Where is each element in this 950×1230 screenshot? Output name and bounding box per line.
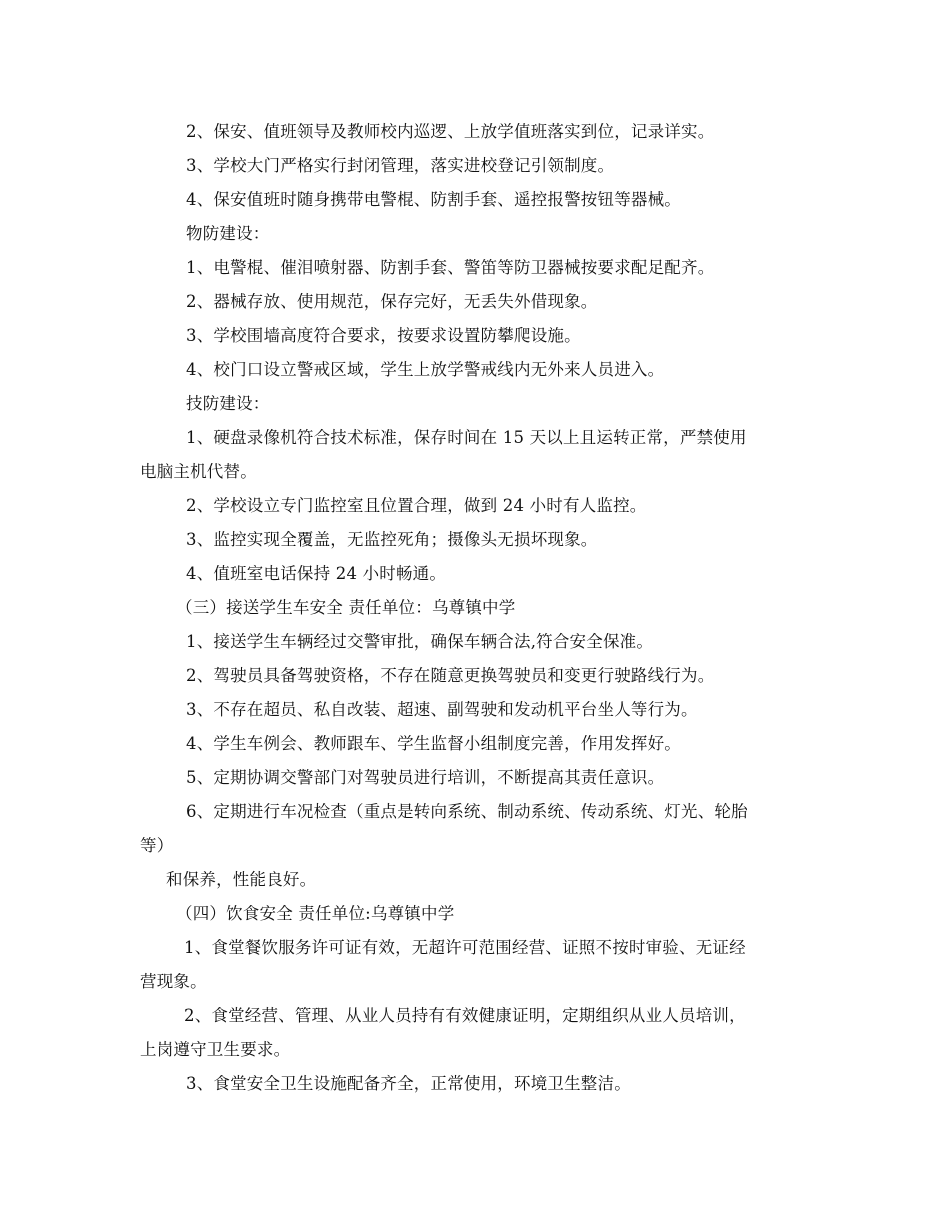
paragraph-line: 2、驾驶员具备驾驶资格，不存在随意更换驾驶员和变更行驶路线行为。 xyxy=(186,666,715,685)
paragraph-line: 4、校门口设立警戒区域，学生上放学警戒线内无外来人员进入。 xyxy=(186,360,665,379)
paragraph-line: 3、学校大门严格实行封闭管理，落实进校登记引领制度。 xyxy=(186,156,615,175)
paragraph-line: 1、硬盘录像机符合技术标准，保存时间在 15 天以上且运转正常，严禁使用 xyxy=(186,428,747,447)
section-heading: （四）饮食安全 责任单位:乌尊镇中学 xyxy=(176,904,455,923)
paragraph-line: 3、不存在超员、私自改装、超速、副驾驶和发动机平台坐人等行为。 xyxy=(186,700,698,719)
section-heading: （三）接送学生车安全 责任单位：乌尊镇中学 xyxy=(176,598,516,617)
paragraph-line: 和保养，性能良好。 xyxy=(166,870,317,889)
paragraph-line: 5、定期协调交警部门对驾驶员进行培训，不断提高其责任意识。 xyxy=(186,768,665,787)
paragraph-line: 1、接送学生车辆经过交警审批，确保车辆合法,符合安全保准。 xyxy=(186,632,654,651)
paragraph-line: 2、保安、值班领导及教师校内巡逻、上放学值班落实到位，记录详实。 xyxy=(186,122,715,141)
section-heading: 物防建设： xyxy=(186,224,270,243)
paragraph-line: 4、值班室电话保持 24 小时畅通。 xyxy=(186,564,447,583)
paragraph-line: 1、食堂餐饮服务许可证有效，无超许可范围经营、证照不按时审验、无证经 xyxy=(184,938,746,957)
paragraph-line: 2、器械存放、使用规范，保存完好，无丢失外借现象。 xyxy=(186,292,598,311)
paragraph-line: 2、食堂经营、管理、从业人员持有有效健康证明，定期组织从业人员培训， xyxy=(184,1006,746,1025)
paragraph-line: 等） xyxy=(140,836,174,855)
paragraph-line: 4、学生车例会、教师跟车、学生监督小组制度完善，作用发挥好。 xyxy=(186,734,681,753)
paragraph-line: 3、监控实现全覆盖，无监控死角；摄像头无损坏现象。 xyxy=(186,530,598,549)
paragraph-line: 1、电警棍、催泪喷射器、防割手套、警笛等防卫器械按要求配足配齐。 xyxy=(186,258,715,277)
paragraph-line: 3、学校围墙高度符合要求，按要求设置防攀爬设施。 xyxy=(186,326,581,345)
paragraph-line: 4、保安值班时随身携带电警棍、防割手套、遥控报警按钮等器械。 xyxy=(186,190,681,209)
paragraph-line: 上岗遵守卫生要求。 xyxy=(140,1040,291,1059)
paragraph-line: 营现象。 xyxy=(140,972,207,991)
paragraph-line: 电脑主机代替。 xyxy=(140,462,257,481)
paragraph-line: 2、学校设立专门监控室且位置合理，做到 24 小时有人监控。 xyxy=(186,496,647,515)
paragraph-line: 3、食堂安全卫生设施配备齐全，正常使用，环境卫生整洁。 xyxy=(186,1074,631,1093)
section-heading: 技防建设： xyxy=(186,394,270,413)
paragraph-line: 6、定期进行车况检查（重点是转向系统、制动系统、传动系统、灯光、轮胎 xyxy=(186,802,748,821)
